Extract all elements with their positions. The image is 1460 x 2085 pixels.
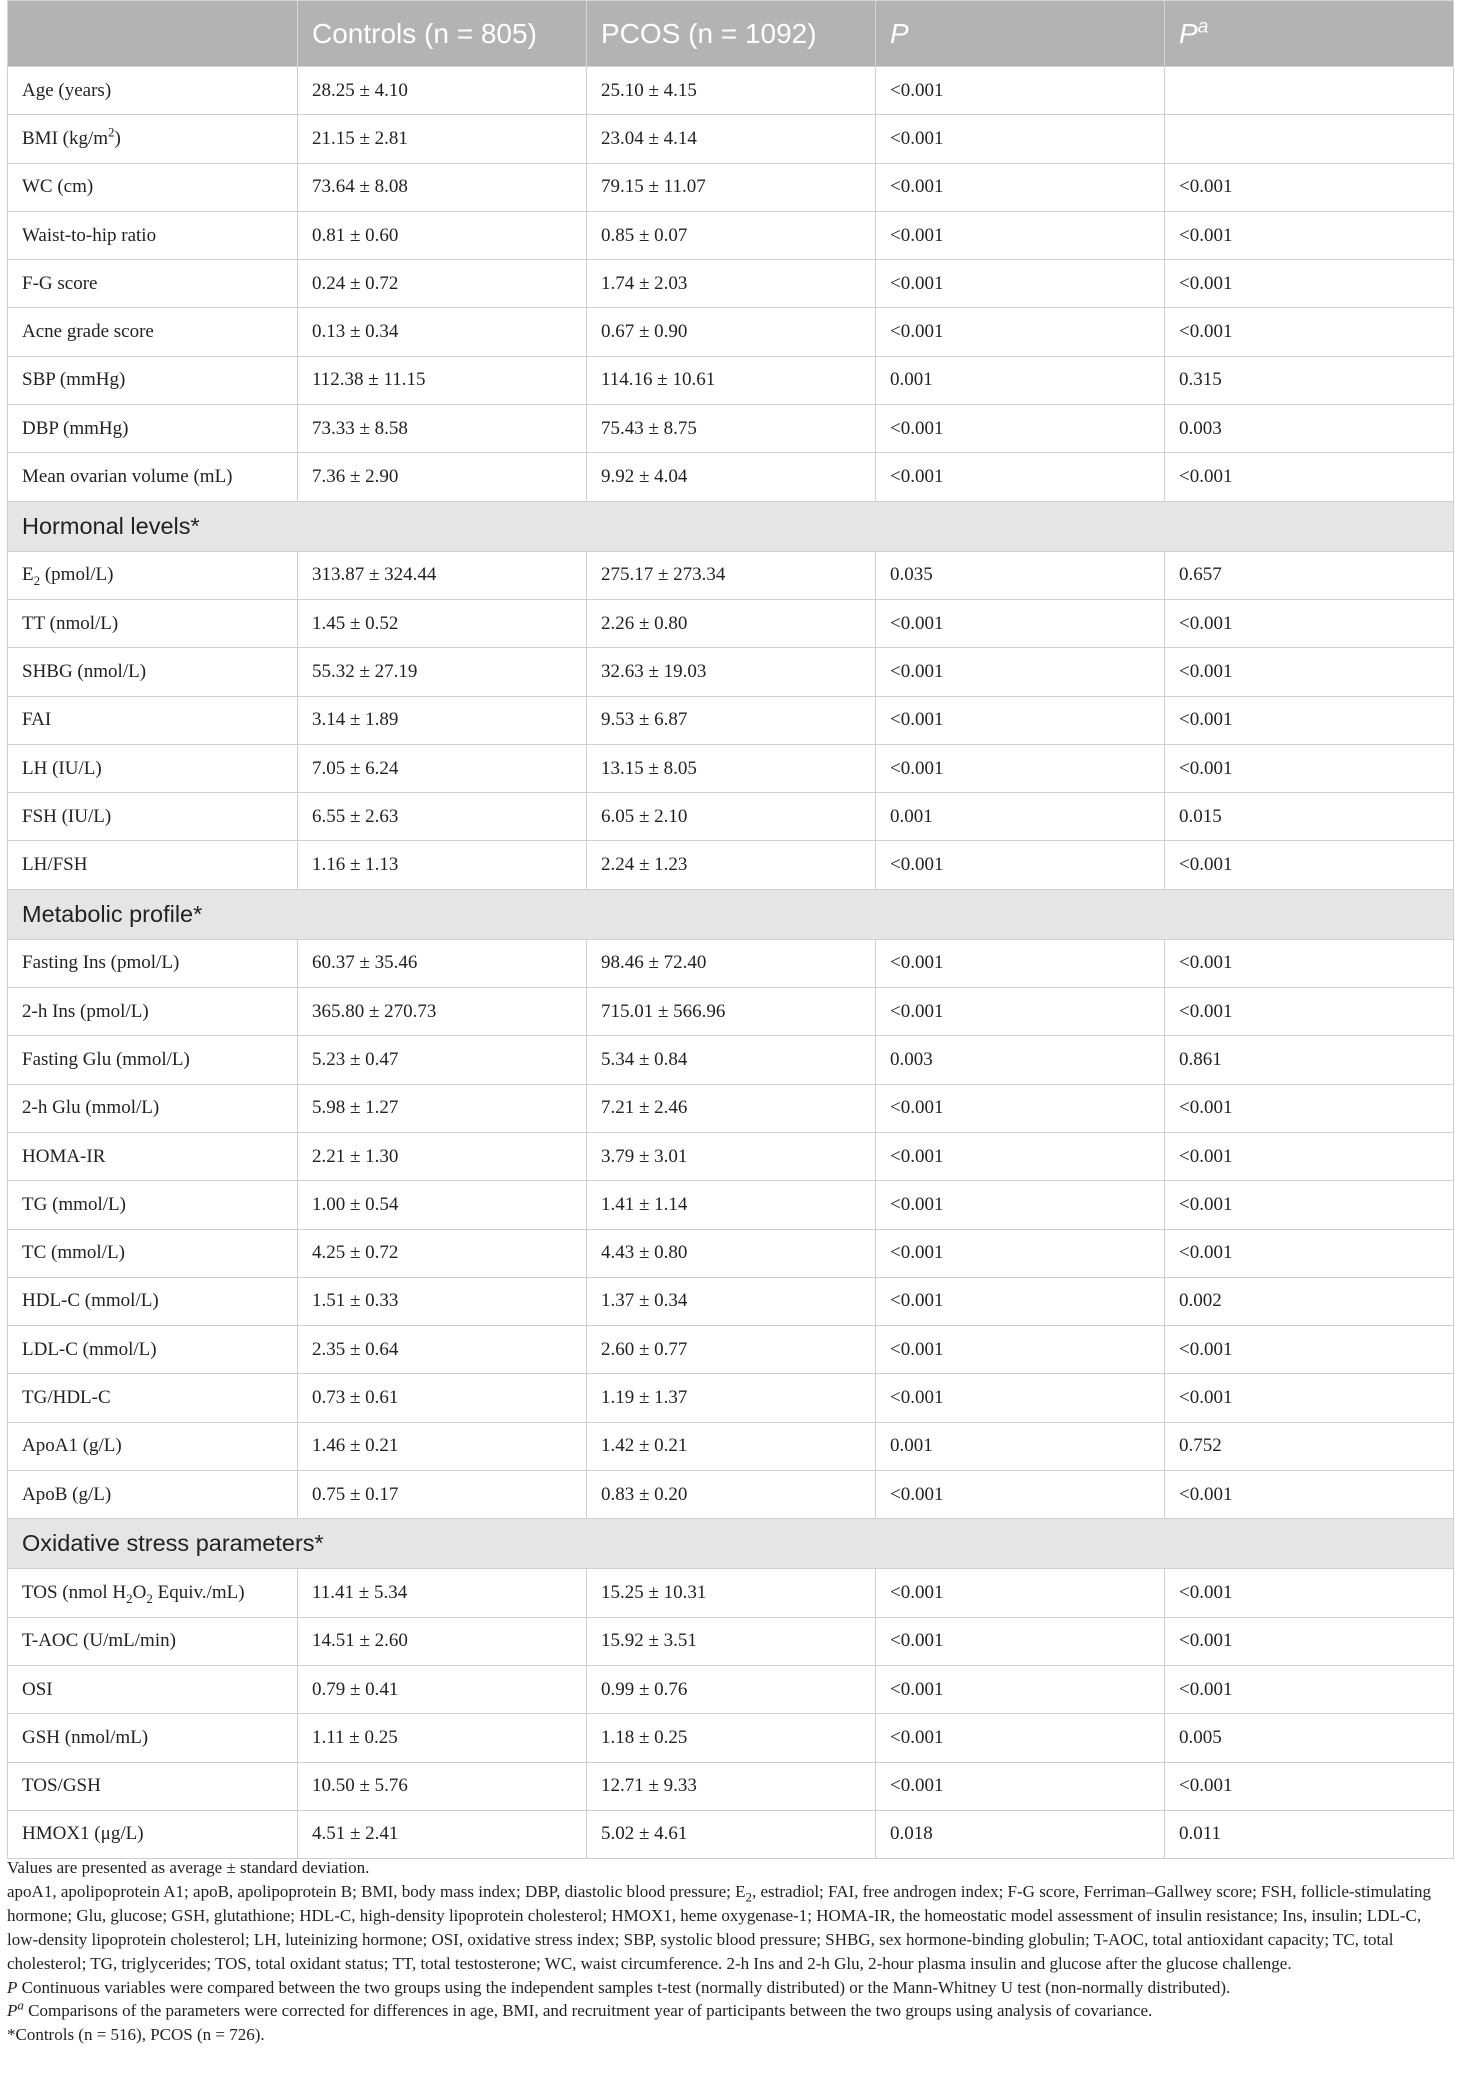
table-row <box>8 551 1454 599</box>
controls-value: 28.25 ± 4.10 <box>298 67 587 115</box>
p-adjusted-value: <0.001 <box>1165 1374 1454 1422</box>
header-controls: Controls (n = 805) <box>298 1 587 67</box>
p-value: <0.001 <box>876 1277 1165 1325</box>
table-row <box>8 988 1454 1036</box>
pcos-value: 1.18 ± 0.25 <box>587 1714 876 1762</box>
p-value: <0.001 <box>876 1569 1165 1617</box>
p-adjusted-value: <0.001 <box>1165 1326 1454 1374</box>
pcos-value: 1.19 ± 1.37 <box>587 1374 876 1422</box>
table-row <box>8 793 1454 841</box>
footnote-abbreviations: apoA1, apolipoprotein A1; apoB, apolipoprotein B; BMI, body mass index; DBP, diastolic blood pressure; $E_2$, estradiol; FAI, free androgen index; F-G score, Ferriman–Gallwey score; FSH, follicle-stimulating hormone; Glu, glucose; GSH, glutathione; HDL-C, high-density lipoprotein cholesterol; HMOX1, heme oxygenase-1; HOMA-IR, the homeostatic model assessment of insulin resistance; Ins, insulin; LDL-C, low-density lipoprotein cholesterol; LH, luteinizing hormone; OSI, oxidative stress index; SBP, systolic blood pressure; SHBG, sex hormone-binding globulin; T-AOC, total antioxidant capacity; TC, total cholesterol; TG, triglycerides; TOS, total oxidant status; TT, total testosterone; WC, waist circumference. 2-h Ins and 2-h Glu, 2-hour plasma insulin and glucose after the glucose challenge. <box>7 1881 1432 1973</box>
table-row <box>8 841 1454 889</box>
row-label: LH/FSH <box>8 841 298 889</box>
p-value: <0.001 <box>876 744 1165 792</box>
pcos-value: 0.67 ± 0.90 <box>587 308 876 356</box>
p-value: <0.001 <box>876 1326 1165 1374</box>
row-label: ApoB (g/L) <box>8 1471 298 1519</box>
controls-value: 1.16 ± 1.13 <box>298 841 587 889</box>
p-adjusted-value: <0.001 <box>1165 453 1454 501</box>
p-adjusted-value: <0.001 <box>1165 1229 1454 1277</box>
row-label: OSI <box>8 1665 298 1713</box>
row-label: Fasting Glu (mmol/L) <box>8 1036 298 1084</box>
controls-value: 55.32 ± 27.19 <box>298 648 587 696</box>
p-adjusted-value: <0.001 <box>1165 988 1454 1036</box>
p-adjusted-value: <0.001 <box>1165 211 1454 259</box>
table-row <box>8 1810 1454 1858</box>
pcos-value: 0.83 ± 0.20 <box>587 1471 876 1519</box>
p-value: 0.001 <box>876 793 1165 841</box>
table-row <box>8 1036 1454 1084</box>
p-adjusted-value: <0.001 <box>1165 308 1454 356</box>
row-label: T-AOC (U/mL/min) <box>8 1617 298 1665</box>
table-row <box>8 648 1454 696</box>
controls-value: 112.38 ± 11.15 <box>298 356 587 404</box>
header-pcos: PCOS (n = 1092) <box>587 1 876 67</box>
row-label: $E_2$ (pmol/L) <box>8 551 298 599</box>
table-row <box>8 1132 1454 1180</box>
header-p: P <box>876 1 1165 67</box>
p-value: <0.001 <box>876 841 1165 889</box>
section-header-row <box>8 501 1454 551</box>
row-label: LDL-C (mmol/L) <box>8 1326 298 1374</box>
row-label: LH (IU/L) <box>8 744 298 792</box>
table-row <box>8 356 1454 404</box>
row-label: TOS (nmol $H_2O_2$ Equiv./mL) <box>8 1569 298 1617</box>
controls-value: 73.33 ± 8.58 <box>298 405 587 453</box>
pcos-value: 2.26 ± 0.80 <box>587 599 876 647</box>
row-label: Fasting Ins (pmol/L) <box>8 939 298 987</box>
p-adjusted-value: <0.001 <box>1165 648 1454 696</box>
pcos-value: 3.79 ± 3.01 <box>587 1132 876 1180</box>
p-adjusted-value: <0.001 <box>1165 1569 1454 1617</box>
row-label: ApoA1 (g/L) <box>8 1422 298 1470</box>
controls-value: 1.45 ± 0.52 <box>298 599 587 647</box>
row-label: Age (years) <box>8 67 298 115</box>
pcos-value: 6.05 ± 2.10 <box>587 793 876 841</box>
pcos-value: 23.04 ± 4.14 <box>587 115 876 163</box>
controls-value: 5.98 ± 1.27 <box>298 1084 587 1132</box>
pcos-value: 114.16 ± 10.61 <box>587 356 876 404</box>
p-adjusted-value: <0.001 <box>1165 841 1454 889</box>
p-value: 0.003 <box>876 1036 1165 1084</box>
p-value: <0.001 <box>876 599 1165 647</box>
row-label: 2-h Glu (mmol/L) <box>8 1084 298 1132</box>
p-value: 0.001 <box>876 1422 1165 1470</box>
comparison-table <box>7 0 1454 1859</box>
pcos-value: 715.01 ± 566.96 <box>587 988 876 1036</box>
pcos-value: 1.42 ± 0.21 <box>587 1422 876 1470</box>
table-row <box>8 1422 1454 1470</box>
p-value: <0.001 <box>876 1714 1165 1762</box>
p-value: <0.001 <box>876 453 1165 501</box>
pcos-value: 2.24 ± 1.23 <box>587 841 876 889</box>
row-label: F-G score <box>8 260 298 308</box>
controls-value: 1.11 ± 0.25 <box>298 1714 587 1762</box>
controls-value: 7.05 ± 6.24 <box>298 744 587 792</box>
pcos-value: 25.10 ± 4.15 <box>587 67 876 115</box>
p-value: <0.001 <box>876 1762 1165 1810</box>
pcos-value: 32.63 ± 19.03 <box>587 648 876 696</box>
controls-value: 4.25 ± 0.72 <box>298 1229 587 1277</box>
table-row <box>8 163 1454 211</box>
p-adjusted-value: 0.861 <box>1165 1036 1454 1084</box>
p-adjusted-value: 0.315 <box>1165 356 1454 404</box>
p-adjusted-value: 0.657 <box>1165 551 1454 599</box>
table-row <box>8 211 1454 259</box>
p-adjusted-value: <0.001 <box>1165 696 1454 744</box>
pcos-value: 15.92 ± 3.51 <box>587 1617 876 1665</box>
footnote-p: P Continuous variables were compared between the two groups using the independent samples t-test (normally distributed) or the Mann-Whitney U test (non-normally distributed). <box>7 1977 1231 1997</box>
pcos-value: 12.71 ± 9.33 <box>587 1762 876 1810</box>
table-row <box>8 1229 1454 1277</box>
footnote-subset: *Controls (n = 516), PCOS (n = 726). <box>7 2025 265 2045</box>
row-label: SHBG (nmol/L) <box>8 648 298 696</box>
p-adjusted-value: <0.001 <box>1165 744 1454 792</box>
header-blank <box>8 1 298 67</box>
row-label: BMI $(kg/m^2)$ <box>8 115 298 163</box>
footnote-p-adjusted: $P^a$ Comparisons of the parameters were corrected for differences in age, BMI, and recruitment year of participants between the two groups using analysis of covariance. <box>7 1997 1153 2021</box>
controls-value: 1.46 ± 0.21 <box>298 1422 587 1470</box>
p-value: <0.001 <box>876 1181 1165 1229</box>
row-label: FAI <box>8 696 298 744</box>
table-row <box>8 1471 1454 1519</box>
p-value: <0.001 <box>876 405 1165 453</box>
section-header-row <box>8 889 1454 939</box>
p-value: <0.001 <box>876 67 1165 115</box>
pcos-value: 5.02 ± 4.61 <box>587 1810 876 1858</box>
table-row <box>8 939 1454 987</box>
controls-value: 11.41 ± 5.34 <box>298 1569 587 1617</box>
controls-value: 21.15 ± 2.81 <box>298 115 587 163</box>
row-label: FSH (IU/L) <box>8 793 298 841</box>
pcos-value: 9.92 ± 4.04 <box>587 453 876 501</box>
p-adjusted-value: 0.011 <box>1165 1810 1454 1858</box>
row-label: HOMA-IR <box>8 1132 298 1180</box>
p-value: <0.001 <box>876 1229 1165 1277</box>
p-adjusted-value: <0.001 <box>1165 1084 1454 1132</box>
table-row <box>8 1762 1454 1810</box>
controls-value: 0.13 ± 0.34 <box>298 308 587 356</box>
controls-value: 5.23 ± 0.47 <box>298 1036 587 1084</box>
pcos-value: 0.85 ± 0.07 <box>587 211 876 259</box>
p-adjusted-value: 0.002 <box>1165 1277 1454 1325</box>
table-row <box>8 1617 1454 1665</box>
controls-value: 2.21 ± 1.30 <box>298 1132 587 1180</box>
p-value: <0.001 <box>876 115 1165 163</box>
controls-value: 60.37 ± 35.46 <box>298 939 587 987</box>
controls-value: 3.14 ± 1.89 <box>298 696 587 744</box>
p-value: <0.001 <box>876 696 1165 744</box>
table-row <box>8 1277 1454 1325</box>
pcos-value: 0.99 ± 0.76 <box>587 1665 876 1713</box>
pcos-value: 15.25 ± 10.31 <box>587 1569 876 1617</box>
controls-value: 14.51 ± 2.60 <box>298 1617 587 1665</box>
controls-value: 0.81 ± 0.60 <box>298 211 587 259</box>
table-row <box>8 405 1454 453</box>
table-row <box>8 696 1454 744</box>
pcos-value: 5.34 ± 0.84 <box>587 1036 876 1084</box>
table-row <box>8 599 1454 647</box>
pcos-value: 13.15 ± 8.05 <box>587 744 876 792</box>
pcos-value: 1.37 ± 0.34 <box>587 1277 876 1325</box>
row-label: TT (nmol/L) <box>8 599 298 647</box>
pcos-value: 1.41 ± 1.14 <box>587 1181 876 1229</box>
table-row <box>8 453 1454 501</box>
table-row <box>8 744 1454 792</box>
p-adjusted-value <box>1165 115 1454 163</box>
table-row <box>8 1374 1454 1422</box>
pcos-value: 75.43 ± 8.75 <box>587 405 876 453</box>
p-adjusted-value: 0.015 <box>1165 793 1454 841</box>
row-label: SBP (mmHg) <box>8 356 298 404</box>
p-value: <0.001 <box>876 1665 1165 1713</box>
table-footnotes <box>7 1856 1453 2047</box>
section-title: Oxidative stress parameters* <box>8 1519 1454 1569</box>
row-label: DBP (mmHg) <box>8 405 298 453</box>
controls-value: 1.51 ± 0.33 <box>298 1277 587 1325</box>
controls-value: 7.36 ± 2.90 <box>298 453 587 501</box>
p-value: <0.001 <box>876 260 1165 308</box>
row-label: TOS/GSH <box>8 1762 298 1810</box>
row-label: TC (mmol/L) <box>8 1229 298 1277</box>
p-adjusted-value: <0.001 <box>1165 260 1454 308</box>
controls-value: 365.80 ± 270.73 <box>298 988 587 1036</box>
table-row <box>8 1665 1454 1713</box>
pcos-value: 98.46 ± 72.40 <box>587 939 876 987</box>
controls-value: 4.51 ± 2.41 <box>298 1810 587 1858</box>
pcos-value: 1.74 ± 2.03 <box>587 260 876 308</box>
p-adjusted-value: <0.001 <box>1165 1762 1454 1810</box>
row-label: GSH (nmol/mL) <box>8 1714 298 1762</box>
p-adjusted-value: <0.001 <box>1165 939 1454 987</box>
row-label: Acne grade score <box>8 308 298 356</box>
p-value: <0.001 <box>876 1374 1165 1422</box>
controls-value: 73.64 ± 8.08 <box>298 163 587 211</box>
table-row <box>8 67 1454 115</box>
p-adjusted-value: <0.001 <box>1165 1617 1454 1665</box>
table-body <box>8 67 1454 1859</box>
section-title: Hormonal levels* <box>8 501 1454 551</box>
controls-value: 0.24 ± 0.72 <box>298 260 587 308</box>
row-label: Mean ovarian volume (mL) <box>8 453 298 501</box>
p-adjusted-value <box>1165 67 1454 115</box>
p-adjusted-value: 0.003 <box>1165 405 1454 453</box>
controls-value: 313.87 ± 324.44 <box>298 551 587 599</box>
row-label: HMOX1 (μg/L) <box>8 1810 298 1858</box>
p-value: <0.001 <box>876 1617 1165 1665</box>
pcos-value: 9.53 ± 6.87 <box>587 696 876 744</box>
table-row <box>8 1181 1454 1229</box>
pcos-value: 4.43 ± 0.80 <box>587 1229 876 1277</box>
p-value: <0.001 <box>876 163 1165 211</box>
p-adjusted-value: <0.001 <box>1165 1471 1454 1519</box>
p-value: <0.001 <box>876 1132 1165 1180</box>
p-value: <0.001 <box>876 1471 1165 1519</box>
row-label: HDL-C (mmol/L) <box>8 1277 298 1325</box>
p-value: 0.001 <box>876 356 1165 404</box>
p-value: <0.001 <box>876 308 1165 356</box>
controls-value: 0.75 ± 0.17 <box>298 1471 587 1519</box>
table-row <box>8 115 1454 163</box>
p-value: 0.035 <box>876 551 1165 599</box>
controls-value: 0.79 ± 0.41 <box>298 1665 587 1713</box>
section-header-row <box>8 1519 1454 1569</box>
p-adjusted-value: <0.001 <box>1165 1665 1454 1713</box>
footnote-values: Values are presented as average ± standard deviation. <box>7 1858 370 1877</box>
table-row <box>8 308 1454 356</box>
controls-value: 10.50 ± 5.76 <box>298 1762 587 1810</box>
header-p-adjusted: $P^a$ <box>1165 1 1454 67</box>
pcos-value: 7.21 ± 2.46 <box>587 1084 876 1132</box>
p-value: <0.001 <box>876 648 1165 696</box>
table-row <box>8 260 1454 308</box>
p-adjusted-value: <0.001 <box>1165 1132 1454 1180</box>
p-adjusted-value: <0.001 <box>1165 599 1454 647</box>
row-label: 2-h Ins (pmol/L) <box>8 988 298 1036</box>
p-adjusted-value: <0.001 <box>1165 163 1454 211</box>
controls-value: 0.73 ± 0.61 <box>298 1374 587 1422</box>
row-label: TG (mmol/L) <box>8 1181 298 1229</box>
table-row <box>8 1084 1454 1132</box>
section-title: Metabolic profile* <box>8 889 1454 939</box>
controls-value: 6.55 ± 2.63 <box>298 793 587 841</box>
p-adjusted-value: 0.752 <box>1165 1422 1454 1470</box>
p-adjusted-value: <0.001 <box>1165 1181 1454 1229</box>
table-row <box>8 1326 1454 1374</box>
pcos-value: 79.15 ± 11.07 <box>587 163 876 211</box>
data-table-container <box>7 0 1453 1859</box>
row-label: TG/HDL-C <box>8 1374 298 1422</box>
p-value: <0.001 <box>876 1084 1165 1132</box>
pcos-value: 275.17 ± 273.34 <box>587 551 876 599</box>
table-row <box>8 1569 1454 1617</box>
table-header-row <box>8 1 1454 67</box>
p-value: <0.001 <box>876 939 1165 987</box>
pcos-value: 2.60 ± 0.77 <box>587 1326 876 1374</box>
controls-value: 1.00 ± 0.54 <box>298 1181 587 1229</box>
row-label: Waist-to-hip ratio <box>8 211 298 259</box>
table-row <box>8 1714 1454 1762</box>
p-value: <0.001 <box>876 211 1165 259</box>
controls-value: 2.35 ± 0.64 <box>298 1326 587 1374</box>
p-value: <0.001 <box>876 988 1165 1036</box>
p-value: 0.018 <box>876 1810 1165 1858</box>
row-label: WC (cm) <box>8 163 298 211</box>
p-adjusted-value: 0.005 <box>1165 1714 1454 1762</box>
